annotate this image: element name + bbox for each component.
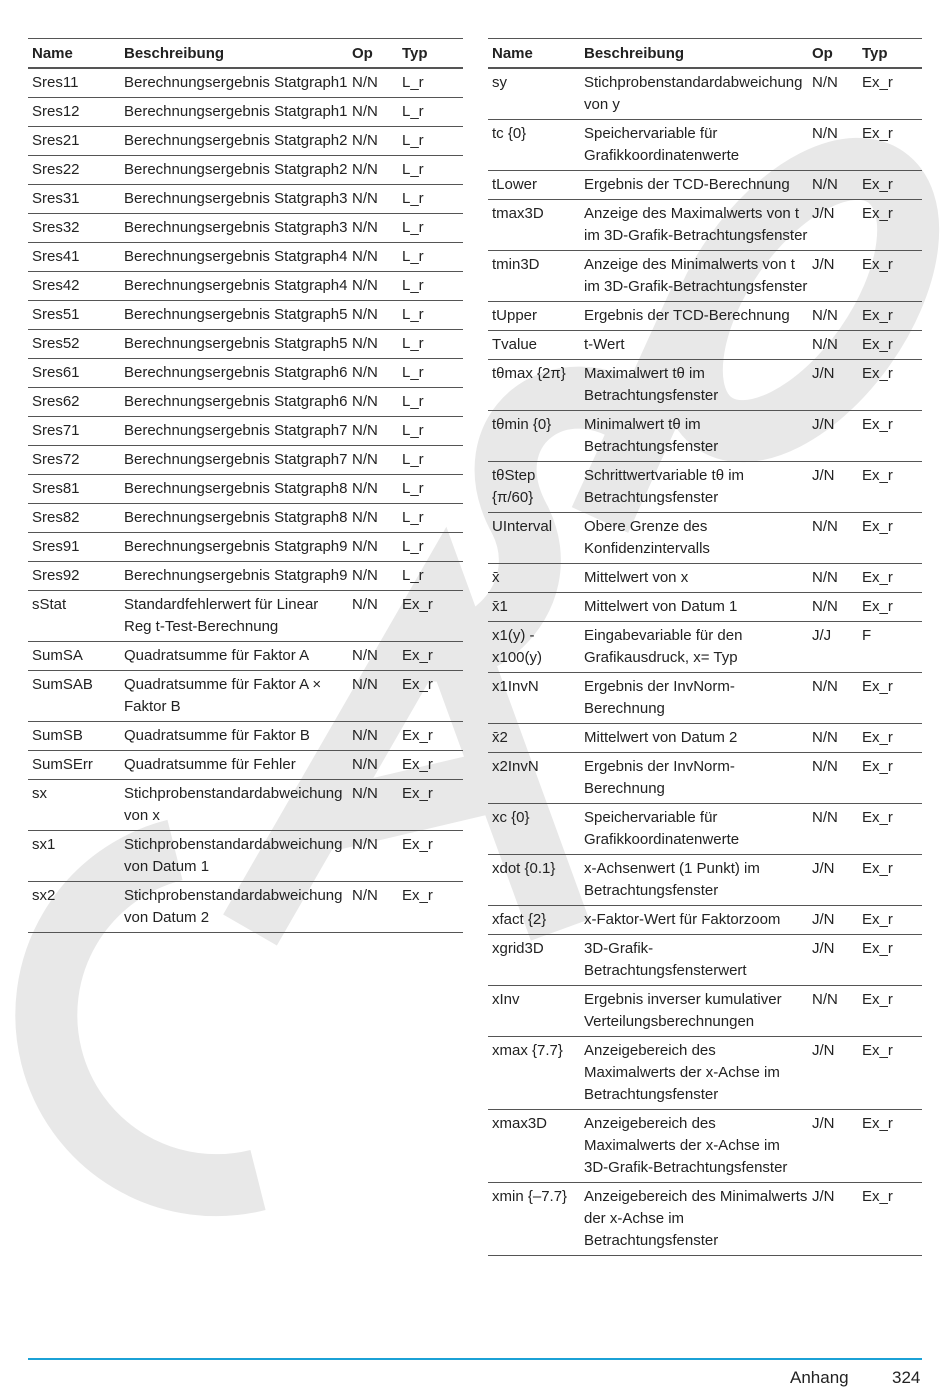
table-row	[488, 200, 922, 251]
cell-name: xmax3D	[488, 1110, 580, 1183]
cell-op: N/N	[348, 214, 398, 243]
cell-op: N/N	[348, 156, 398, 185]
cell-op: N/N	[348, 185, 398, 214]
cell-op: N/N	[348, 504, 398, 533]
cell-description: Mittelwert von Datum 2	[580, 724, 808, 753]
cell-name: xdot {0.1}	[488, 855, 580, 906]
cell-type: Ex_r	[858, 906, 922, 935]
cell-type: L_r	[398, 127, 463, 156]
cell-description: Standardfehlerwert für Linear Reg t-Test-Berechnung	[120, 591, 348, 642]
table-row	[28, 272, 463, 301]
header-type: Typ	[858, 39, 922, 69]
cell-type: F	[858, 622, 922, 673]
cell-type: Ex_r	[858, 1037, 922, 1110]
cell-name: Sres91	[28, 533, 120, 562]
cell-type: Ex_r	[858, 302, 922, 331]
cell-description: Berechnungsergebnis Statgraph7	[120, 417, 348, 446]
cell-name: x̄2	[488, 724, 580, 753]
table-row	[488, 593, 922, 622]
cell-name: xc {0}	[488, 804, 580, 855]
variable-table-right	[488, 38, 922, 1256]
cell-description: Quadratsumme für Faktor B	[120, 722, 348, 751]
cell-name: Sres71	[28, 417, 120, 446]
cell-op: N/N	[348, 882, 398, 933]
cell-type: Ex_r	[398, 780, 463, 831]
cell-description: Berechnungsergebnis Statgraph8	[120, 475, 348, 504]
header-description: Beschreibung	[120, 39, 348, 69]
cell-description: 3D-Grafik-Betrachtungsfensterwert	[580, 935, 808, 986]
cell-description: Ergebnis der InvNorm-Berechnung	[580, 673, 808, 724]
cell-op: N/N	[348, 272, 398, 301]
cell-op: J/N	[808, 855, 858, 906]
cell-description: Mittelwert von x	[580, 564, 808, 593]
table-row	[488, 302, 922, 331]
cell-type: Ex_r	[858, 513, 922, 564]
cell-name: Sres32	[28, 214, 120, 243]
cell-name: Sres41	[28, 243, 120, 272]
cell-description: Stichprobenstandardabweichung von Datum 2	[120, 882, 348, 933]
cell-description: Berechnungsergebnis Statgraph9	[120, 533, 348, 562]
cell-description: Berechnungsergebnis Statgraph4	[120, 272, 348, 301]
cell-op: J/N	[808, 935, 858, 986]
cell-type: L_r	[398, 330, 463, 359]
cell-name: Sres12	[28, 98, 120, 127]
cell-type: L_r	[398, 214, 463, 243]
table-row	[488, 331, 922, 360]
cell-name: xInv	[488, 986, 580, 1037]
cell-name: x1(y) - x100(y)	[488, 622, 580, 673]
cell-description: Speichervariable für Grafikkoordinatenwerte	[580, 120, 808, 171]
table-row	[28, 446, 463, 475]
table-row	[488, 935, 922, 986]
cell-name: Tvalue	[488, 331, 580, 360]
cell-type: L_r	[398, 98, 463, 127]
table-row	[28, 562, 463, 591]
cell-type: Ex_r	[398, 882, 463, 933]
table-row	[488, 1037, 922, 1110]
table-row	[488, 120, 922, 171]
table-row	[28, 214, 463, 243]
cell-op: N/N	[808, 331, 858, 360]
cell-name: tUpper	[488, 302, 580, 331]
table-row	[28, 388, 463, 417]
cell-name: x2InvN	[488, 753, 580, 804]
cell-type: Ex_r	[858, 120, 922, 171]
cell-op: N/N	[348, 562, 398, 591]
table-row	[488, 986, 922, 1037]
cell-name: sx2	[28, 882, 120, 933]
header-op: Op	[808, 39, 858, 69]
cell-op: N/N	[808, 673, 858, 724]
cell-name: Sres52	[28, 330, 120, 359]
cell-description: Anzeigebereich des Maximalwerts der x-Achse im Betrachtungsfenster	[580, 1037, 808, 1110]
cell-name: Sres21	[28, 127, 120, 156]
table-row	[488, 1110, 922, 1183]
cell-op: N/N	[808, 68, 858, 120]
cell-name: Sres82	[28, 504, 120, 533]
cell-name: SumSA	[28, 642, 120, 671]
cell-op: N/N	[808, 804, 858, 855]
cell-op: N/N	[348, 591, 398, 642]
table-row	[28, 882, 463, 933]
cell-type: L_r	[398, 272, 463, 301]
table-row	[28, 831, 463, 882]
cell-name: xgrid3D	[488, 935, 580, 986]
cell-op: N/N	[348, 417, 398, 446]
cell-op: N/N	[348, 127, 398, 156]
cell-op: N/N	[348, 831, 398, 882]
cell-op: J/N	[808, 251, 858, 302]
cell-description: Berechnungsergebnis Statgraph8	[120, 504, 348, 533]
cell-op: N/N	[808, 593, 858, 622]
cell-name: Sres31	[28, 185, 120, 214]
cell-description: Berechnungsergebnis Statgraph1	[120, 98, 348, 127]
cell-name: Sres51	[28, 301, 120, 330]
cell-op: N/N	[348, 359, 398, 388]
cell-name: sx	[28, 780, 120, 831]
cell-description: x-Faktor-Wert für Faktorzoom	[580, 906, 808, 935]
cell-op: N/N	[348, 671, 398, 722]
cell-description: x-Achsenwert (1 Punkt) im Betrachtungsfenster	[580, 855, 808, 906]
table-row	[488, 753, 922, 804]
cell-type: L_r	[398, 417, 463, 446]
cell-op: N/N	[808, 564, 858, 593]
table-row	[488, 171, 922, 200]
footer-page-number: 324	[892, 1368, 921, 1387]
cell-description: Anzeigebereich des Minimalwerts der x-Achse im Betrachtungsfenster	[580, 1183, 808, 1256]
cell-type: Ex_r	[858, 251, 922, 302]
cell-type: Ex_r	[858, 1183, 922, 1256]
cell-name: tθmax {2π}	[488, 360, 580, 411]
cell-op: N/N	[348, 475, 398, 504]
table-row	[488, 251, 922, 302]
cell-op: N/N	[808, 753, 858, 804]
cell-name: Sres42	[28, 272, 120, 301]
cell-type: Ex_r	[858, 986, 922, 1037]
table-row	[28, 751, 463, 780]
cell-type: Ex_r	[398, 642, 463, 671]
cell-type: Ex_r	[398, 831, 463, 882]
cell-type: L_r	[398, 533, 463, 562]
table-row	[488, 462, 922, 513]
table-row	[488, 1183, 922, 1256]
table-row	[28, 156, 463, 185]
table-row	[28, 301, 463, 330]
table-row	[488, 855, 922, 906]
cell-op: N/N	[808, 724, 858, 753]
cell-type: Ex_r	[858, 753, 922, 804]
cell-op: N/N	[348, 301, 398, 330]
cell-description: Quadratsumme für Faktor A	[120, 642, 348, 671]
table-row	[28, 127, 463, 156]
table-row	[28, 68, 463, 98]
cell-op: N/N	[348, 330, 398, 359]
cell-op: J/N	[808, 411, 858, 462]
cell-type: Ex_r	[858, 200, 922, 251]
footer-section-label: Anhang	[790, 1368, 849, 1387]
cell-name: Sres22	[28, 156, 120, 185]
table-row	[28, 642, 463, 671]
cell-name: Sres62	[28, 388, 120, 417]
cell-name: UInterval	[488, 513, 580, 564]
table-row	[28, 243, 463, 272]
cell-description: Mittelwert von Datum 1	[580, 593, 808, 622]
cell-op: J/N	[808, 1183, 858, 1256]
table-row	[28, 780, 463, 831]
cell-type: Ex_r	[858, 935, 922, 986]
cell-op: N/N	[348, 98, 398, 127]
table-row	[28, 98, 463, 127]
cell-type: L_r	[398, 243, 463, 272]
table-row	[28, 359, 463, 388]
cell-description: Ergebnis der InvNorm-Berechnung	[580, 753, 808, 804]
cell-type: Ex_r	[858, 360, 922, 411]
table-row	[28, 533, 463, 562]
header-op: Op	[348, 39, 398, 69]
cell-op: N/N	[348, 243, 398, 272]
cell-description: Maximalwert tθ im Betrachtungsfenster	[580, 360, 808, 411]
cell-type: Ex_r	[858, 804, 922, 855]
table-row	[28, 330, 463, 359]
cell-name: sStat	[28, 591, 120, 642]
cell-type: Ex_r	[858, 462, 922, 513]
cell-op: N/N	[348, 68, 398, 98]
table-row	[488, 804, 922, 855]
cell-type: L_r	[398, 185, 463, 214]
table-body-left	[28, 68, 463, 933]
cell-description: Berechnungsergebnis Statgraph6	[120, 388, 348, 417]
cell-type: Ex_r	[858, 411, 922, 462]
table-row	[488, 622, 922, 673]
left-table-column	[28, 38, 463, 933]
cell-name: sy	[488, 68, 580, 120]
cell-name: x1InvN	[488, 673, 580, 724]
variable-table-left	[28, 38, 463, 933]
table-row	[28, 722, 463, 751]
table-row	[488, 513, 922, 564]
cell-op: N/N	[348, 780, 398, 831]
cell-name: Sres92	[28, 562, 120, 591]
cell-description: Quadratsumme für Faktor A × Faktor B	[120, 671, 348, 722]
cell-name: sx1	[28, 831, 120, 882]
cell-description: Berechnungsergebnis Statgraph2	[120, 156, 348, 185]
cell-description: Speichervariable für Grafikkoordinatenwerte	[580, 804, 808, 855]
cell-name: Sres72	[28, 446, 120, 475]
cell-type: L_r	[398, 68, 463, 98]
right-table-column	[488, 38, 922, 1256]
cell-description: Berechnungsergebnis Statgraph9	[120, 562, 348, 591]
cell-type: Ex_r	[858, 331, 922, 360]
cell-type: L_r	[398, 446, 463, 475]
cell-description: Berechnungsergebnis Statgraph4	[120, 243, 348, 272]
cell-op: N/N	[348, 446, 398, 475]
cell-type: L_r	[398, 504, 463, 533]
cell-description: Schrittwertvariable tθ im Betrachtungsfenster	[580, 462, 808, 513]
cell-type: Ex_r	[858, 724, 922, 753]
cell-op: N/N	[808, 986, 858, 1037]
cell-type: Ex_r	[398, 722, 463, 751]
cell-description: Obere Grenze des Konfidenzintervalls	[580, 513, 808, 564]
cell-type: L_r	[398, 301, 463, 330]
cell-name: xmax {7.7}	[488, 1037, 580, 1110]
cell-op: J/N	[808, 1037, 858, 1110]
table-row	[28, 185, 463, 214]
table-body-right	[488, 68, 922, 1256]
table-row	[488, 360, 922, 411]
table-row	[488, 724, 922, 753]
cell-description: Eingabevariable für den Grafikausdruck, x= Typ	[580, 622, 808, 673]
cell-op: N/N	[808, 513, 858, 564]
cell-name: x̄	[488, 564, 580, 593]
cell-type: Ex_r	[398, 591, 463, 642]
table-row	[28, 417, 463, 446]
header-name: Name	[488, 39, 580, 69]
cell-name: tc {0}	[488, 120, 580, 171]
cell-op: N/N	[348, 388, 398, 417]
cell-type: Ex_r	[398, 671, 463, 722]
cell-op: J/N	[808, 906, 858, 935]
cell-type: L_r	[398, 156, 463, 185]
cell-type: L_r	[398, 359, 463, 388]
cell-name: x̄1	[488, 593, 580, 622]
cell-type: Ex_r	[858, 593, 922, 622]
cell-op: N/N	[348, 751, 398, 780]
cell-type: Ex_r	[858, 171, 922, 200]
cell-type: Ex_r	[858, 855, 922, 906]
header-type: Typ	[398, 39, 463, 69]
cell-description: Ergebnis der TCD-Berechnung	[580, 171, 808, 200]
cell-description: Berechnungsergebnis Statgraph7	[120, 446, 348, 475]
cell-name: xmin {–7.7}	[488, 1183, 580, 1256]
cell-description: Berechnungsergebnis Statgraph2	[120, 127, 348, 156]
cell-description: Berechnungsergebnis Statgraph5	[120, 301, 348, 330]
table-row	[488, 673, 922, 724]
cell-name: tθStep {π/60}	[488, 462, 580, 513]
cell-name: xfact {2}	[488, 906, 580, 935]
cell-op: J/N	[808, 1110, 858, 1183]
cell-name: tmin3D	[488, 251, 580, 302]
cell-type: L_r	[398, 562, 463, 591]
cell-type: Ex_r	[858, 564, 922, 593]
header-description: Beschreibung	[580, 39, 808, 69]
cell-description: Quadratsumme für Fehler	[120, 751, 348, 780]
cell-name: tmax3D	[488, 200, 580, 251]
cell-op: N/N	[808, 302, 858, 331]
table-row	[488, 68, 922, 120]
cell-op: N/N	[348, 642, 398, 671]
cell-name: tLower	[488, 171, 580, 200]
cell-description: Anzeige des Minimalwerts von t im 3D-Grafik-Betrachtungsfenster	[580, 251, 808, 302]
table-row	[488, 906, 922, 935]
cell-op: J/J	[808, 622, 858, 673]
table-header-row	[28, 39, 463, 69]
cell-name: tθmin {0}	[488, 411, 580, 462]
table-header-row	[488, 39, 922, 69]
cell-description: Stichprobenstandardabweichung von y	[580, 68, 808, 120]
cell-op: J/N	[808, 360, 858, 411]
table-row	[28, 504, 463, 533]
cell-description: Anzeige des Maximalwerts von t im 3D-Grafik-Betrachtungsfenster	[580, 200, 808, 251]
cell-description: Minimalwert tθ im Betrachtungsfenster	[580, 411, 808, 462]
cell-name: Sres81	[28, 475, 120, 504]
cell-name: SumSAB	[28, 671, 120, 722]
table-row	[28, 591, 463, 642]
table-row	[28, 475, 463, 504]
cell-description: Berechnungsergebnis Statgraph3	[120, 214, 348, 243]
cell-description: Anzeigebereich des Maximalwerts der x-Achse im 3D-Grafik-Betrachtungsfenster	[580, 1110, 808, 1183]
table-row	[28, 671, 463, 722]
cell-description: Berechnungsergebnis Statgraph1	[120, 68, 348, 98]
table-row	[488, 411, 922, 462]
cell-description: Berechnungsergebnis Statgraph5	[120, 330, 348, 359]
cell-description: Stichprobenstandardabweichung von Datum 1	[120, 831, 348, 882]
cell-name: SumSErr	[28, 751, 120, 780]
cell-description: Berechnungsergebnis Statgraph3	[120, 185, 348, 214]
cell-type: L_r	[398, 388, 463, 417]
cell-description: t-Wert	[580, 331, 808, 360]
header-name: Name	[28, 39, 120, 69]
table-row	[488, 564, 922, 593]
cell-op: N/N	[348, 722, 398, 751]
cell-description: Ergebnis der TCD-Berechnung	[580, 302, 808, 331]
cell-type: Ex_r	[398, 751, 463, 780]
cell-op: J/N	[808, 462, 858, 513]
cell-type: Ex_r	[858, 1110, 922, 1183]
cell-op: N/N	[808, 171, 858, 200]
cell-op: N/N	[808, 120, 858, 171]
cell-type: Ex_r	[858, 673, 922, 724]
cell-description: Berechnungsergebnis Statgraph6	[120, 359, 348, 388]
cell-op: N/N	[348, 533, 398, 562]
cell-name: Sres11	[28, 68, 120, 98]
cell-type: Ex_r	[858, 68, 922, 120]
cell-description: Stichprobenstandardabweichung von x	[120, 780, 348, 831]
cell-op: J/N	[808, 200, 858, 251]
cell-type: L_r	[398, 475, 463, 504]
cell-description: Ergebnis inverser kumulativer Verteilungsberechnungen	[580, 986, 808, 1037]
cell-name: Sres61	[28, 359, 120, 388]
footer-rule	[28, 1358, 922, 1360]
cell-name: SumSB	[28, 722, 120, 751]
